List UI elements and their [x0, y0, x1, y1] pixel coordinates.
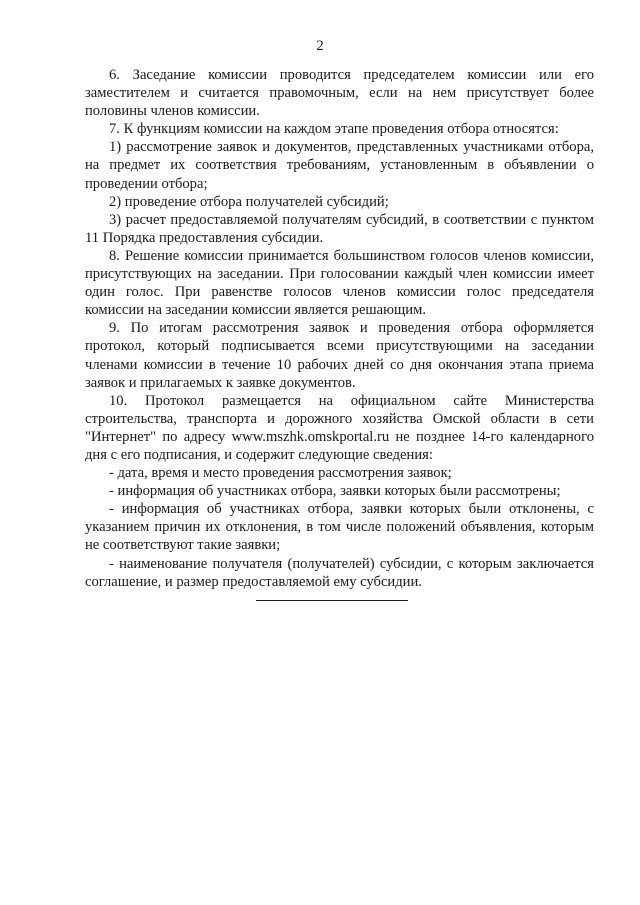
paragraph-7-item-3: 3) расчет предоставляемой получателям субсидий, в соответствии с пунктом 11 Порядка предоставления субсидии. [85, 211, 594, 246]
paragraph-10-item-4: - наименование получателя (получателей) субсидии, с которым заключается соглашение, и размер предоставляемой ему субсидии. [85, 555, 594, 590]
paragraph-10-item-3: - информация об участниках отбора, заявки которых были отклонены, с указанием причин их отклонения, в том числе положений объявления, которым не соответствуют такие заявки; [85, 501, 594, 554]
paragraph-6: 6. Заседание комиссии проводится председателем комиссии или его заместителем и считается правомочным, если на нем присутствует более половины членов комиссии. [85, 67, 594, 120]
paragraph-7-item-1: 1) рассмотрение заявок и документов, представленных участниками отбора, на предмет их соответствия требованиям, установленным в объявлении о проведении отбора; [85, 139, 594, 192]
end-separator-line [256, 600, 408, 601]
document-body [85, 66, 594, 591]
page-number: 2 [316, 38, 324, 54]
paragraph-9: 9. По итогам рассмотрения заявок и проведения отбора оформляется протокол, который подписывается всеми присутствующими на заседании членами комиссии в течение 10 рабочих дней со дня окончания этапа приема заявок и прилагаемых к заявке документов. [85, 320, 594, 391]
paragraph-10: 10. Протокол размещается на официальном сайте Министерства строительства, транспорта и дорожного хозяйства Омской области в сети "Интернет" по адресу www.mszhk.omskportal.ru не позднее 14-го календарного дня с его подписания, и содержит следующие сведения: [85, 392, 594, 463]
paragraph-10-item-2: - информация об участниках отбора, заявки которых были рассмотрены; [109, 483, 561, 500]
paragraph-7-item-2: 2) проведение отбора получателей субсидий; [109, 193, 389, 210]
paragraph-8: 8. Решение комиссии принимается большинством голосов членов комиссии, присутствующих на заседании. При голосовании каждый член комиссии имеет один голос. При равенстве голосов членов комиссии голос председателя комиссии на заседании комиссии является решающим. [85, 247, 594, 319]
paragraph-7: 7. К функциям комиссии на каждом этапе проведения отбора относятся: [109, 121, 559, 138]
paragraph-10-item-1: - дата, время и место проведения рассмотрения заявок; [109, 465, 452, 482]
